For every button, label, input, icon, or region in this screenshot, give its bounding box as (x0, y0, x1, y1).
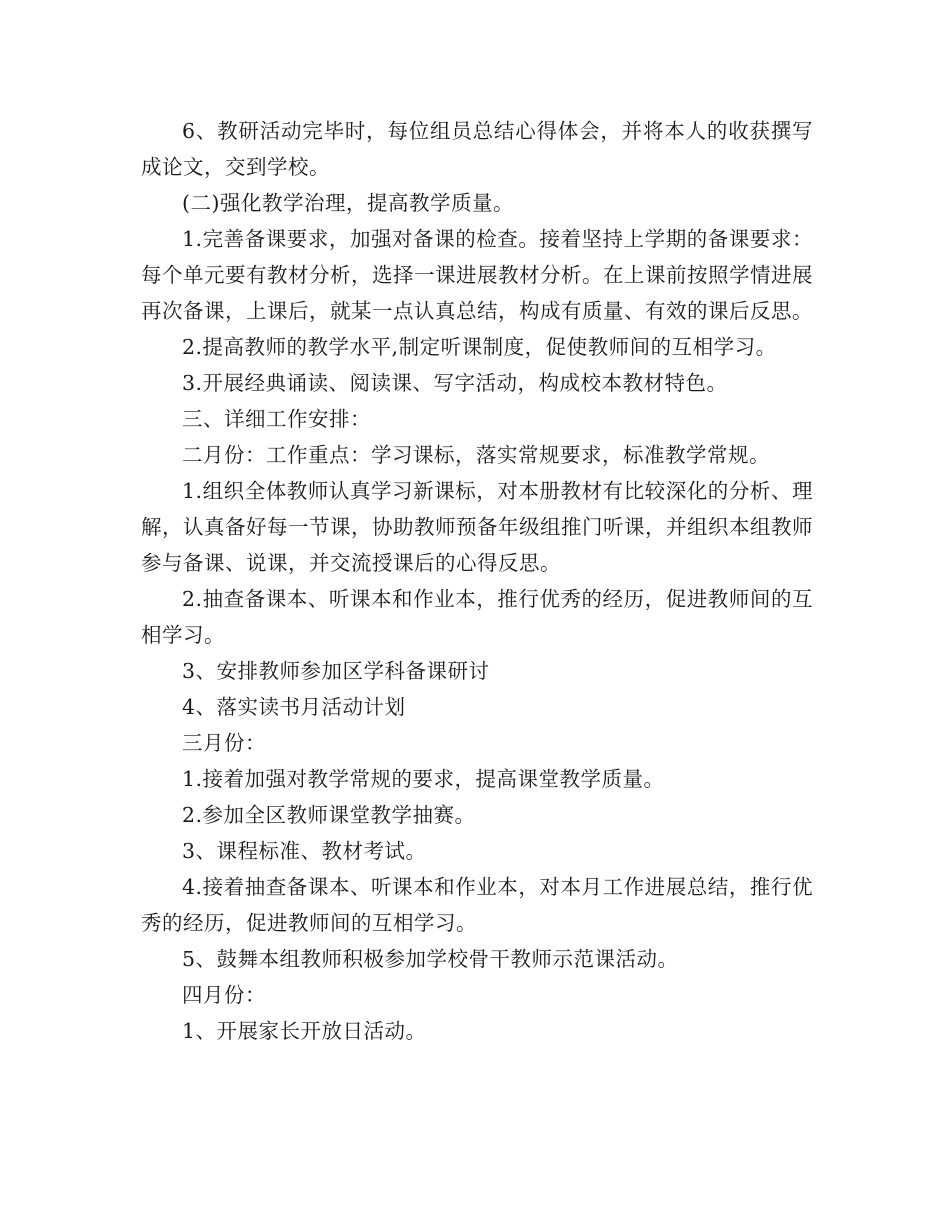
paragraph-5: 3.开展经典诵读、阅读课、写字活动，构成校本教材特色。 (182, 371, 728, 395)
paragraph-9: 2.抽查备课本、听课本和作业本，推行优秀的经历，促进教师间的互相学习。 (141, 587, 813, 647)
paragraph-4: 2.提高教师的教学水平,制定听课制度，促使教师间的互相学习。 (182, 335, 777, 359)
paragraph-11: 4、落实读书月活动计划 (182, 695, 406, 719)
paragraph-3: 1.完善备课要求，加强对备课的检查。接着坚持上学期的备课要求：每个单元要有教材分析，选择一课进展教材分析。在上课前按照学情进展再次备课，上课后，就某一点认真总结，构成有质量、有效的课后反思。 (141, 227, 813, 323)
paragraph-19: 1、开展家长开放日活动。 (182, 1019, 427, 1043)
paragraph-17: 5、鼓舞本组教师积极参加学校骨干教师示范课活动。 (182, 947, 679, 971)
paragraph-8: 1.组织全体教师认真学习新课标，对本册教材有比较深化的分析、理解，认真备好每一节课，协助教师预备年级组推门听课，并组织本组教师参与备课、说课，并交流授课后的心得反思。 (141, 479, 813, 575)
paragraph-1: 6、教研活动完毕时，每位组员总结心得体会，并将本人的收获撰写成论文，交到学校。 (141, 119, 813, 179)
paragraph-13: 1.接着加强对教学常规的要求，提高课堂教学质量。 (182, 767, 665, 791)
paragraph-10: 3、安排教师参加区学科备课研讨 (182, 659, 490, 683)
paragraph-2: (二)强化教学治理，提高教学质量。 (182, 191, 514, 215)
document-body (141, 113, 813, 1049)
paragraph-14: 2.参加全区教师课堂教学抽赛。 (182, 803, 476, 827)
month-march-heading: 三月份： (182, 731, 266, 755)
section-heading-3: 三、详细工作安排： (182, 407, 371, 431)
month-april-heading: 四月份： (182, 983, 266, 1007)
paragraph-15: 3、课程标准、教材考试。 (182, 839, 427, 863)
month-february-heading: 二月份：工作重点：学习课标，落实常规要求，标准教学常规。 (182, 443, 770, 467)
paragraph-16: 4.接着抽查备课本、听课本和作业本，对本月工作进展总结，推行优秀的经历，促进教师间的互相学习。 (141, 875, 813, 935)
